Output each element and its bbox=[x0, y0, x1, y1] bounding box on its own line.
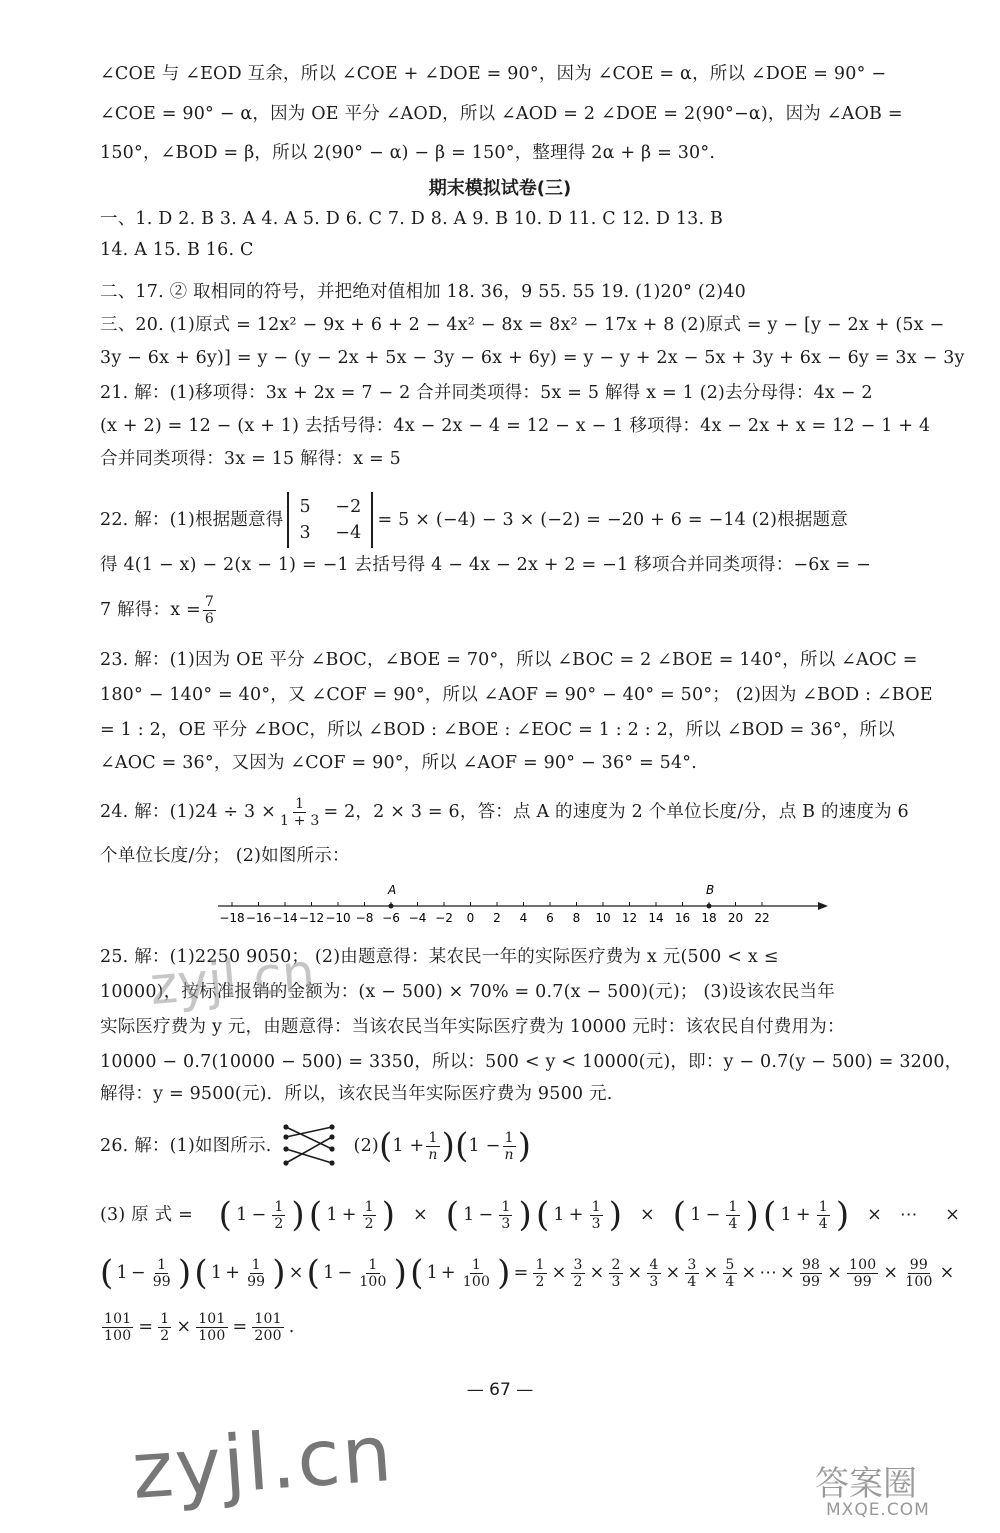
operator: × bbox=[665, 1263, 681, 1283]
numerator: 99 bbox=[909, 1256, 929, 1273]
numerator: 1 bbox=[818, 1198, 828, 1215]
numerator: 1 bbox=[157, 1256, 167, 1273]
tick-label: 10 bbox=[595, 911, 611, 925]
section-title: 期末模拟试卷(三) bbox=[428, 178, 572, 199]
term: 1 bbox=[690, 1205, 702, 1225]
answer-line: 一、1. D 2. B 3. A 4. A 5. D 6. C 7. D 8. A 9. B 10. D 11. C 12. D 13. B bbox=[100, 209, 724, 229]
denominator: 2 bbox=[274, 1215, 284, 1232]
answer-line: ∠AOC = 36°，又因为 ∠COF = 90°，所以 ∠AOF = 90° − 36° = 54°. bbox=[100, 753, 697, 773]
denominator: 1 + 3 bbox=[280, 812, 320, 829]
answer-line: 个单位长度/分； (2)如图所示： bbox=[100, 846, 350, 866]
answer-line: 得 4(1 − x) − 2(x − 1) = −1 去括号得 4 − 4x − 2x + 2 = −1 移项合并同类项得：−6x = − bbox=[100, 555, 871, 575]
denominator: 100 bbox=[905, 1273, 933, 1290]
operator: × bbox=[176, 1317, 192, 1337]
fraction bbox=[800, 1257, 822, 1290]
numerator: 98 bbox=[801, 1256, 821, 1273]
denominator: 6 bbox=[204, 610, 215, 627]
fraction bbox=[685, 1257, 698, 1290]
tick-label: 8 bbox=[572, 911, 581, 925]
operator: + bbox=[341, 1205, 357, 1225]
fraction bbox=[357, 1257, 388, 1290]
fraction bbox=[203, 594, 216, 627]
numerator: 1 bbox=[274, 1198, 284, 1215]
cross-lines-figure bbox=[278, 1121, 340, 1171]
numerator: 2 bbox=[611, 1256, 621, 1273]
numerator: 101 bbox=[104, 1310, 132, 1327]
numerator: 1 bbox=[428, 1129, 438, 1146]
fraction bbox=[461, 1257, 492, 1290]
answer-line bbox=[100, 790, 960, 834]
det-cell: 5 bbox=[299, 497, 311, 517]
operator: = bbox=[138, 1317, 154, 1337]
answer-line: 26. 解：(1)如图所示. (2) ( 1 + $\frac{1}{n}$ ) ( 1 − $\frac{1}{n}$ ) bbox=[100, 1118, 960, 1174]
fraction bbox=[847, 1257, 878, 1290]
tick-label: −8 bbox=[355, 911, 374, 925]
denominator: 2 bbox=[573, 1273, 583, 1290]
tick-label: −6 bbox=[382, 911, 400, 925]
denominator: 99 bbox=[247, 1273, 266, 1290]
fraction bbox=[817, 1199, 830, 1232]
denominator: 100 bbox=[104, 1327, 132, 1344]
denominator: 100 bbox=[462, 1273, 491, 1290]
numerator: 1 bbox=[251, 1256, 261, 1273]
operator: × bbox=[288, 1263, 304, 1283]
answer-line: 10000 − 0.7(10000 − 500) = 3350，所以：500 < y < 10000(元)，即：y − 0.7(y − 500) = 3200， bbox=[100, 1052, 963, 1072]
denominator: 3 bbox=[649, 1273, 659, 1290]
denominator: 100 bbox=[359, 1273, 387, 1290]
fraction bbox=[272, 1199, 285, 1232]
fraction bbox=[102, 1311, 133, 1344]
answer-line: 14. A 15. B 16. C bbox=[100, 240, 254, 260]
fraction bbox=[726, 1199, 739, 1232]
operator: × bbox=[827, 1263, 843, 1283]
text-line: ∠COE 与 ∠EOD 互余，所以 ∠COE + ∠DOE = 90°，因为 ∠COE = α，所以 ∠DOE = 90° − bbox=[100, 64, 887, 84]
term: 1 bbox=[553, 1205, 565, 1225]
operator: × bbox=[551, 1263, 567, 1283]
tick-label: −14 bbox=[272, 911, 298, 925]
q26-text-b: (2) bbox=[353, 1136, 379, 1156]
operator: × bbox=[412, 1205, 428, 1225]
operator: − bbox=[478, 1205, 494, 1225]
watermark-logo: MXQE.COM bbox=[826, 1500, 930, 1520]
point-a-dot bbox=[389, 904, 394, 909]
answer-line: (3) 原 式 = ( 1 − $\frac{1}{2}$ ) ( 1 + $\frac{1}{2}$ ) × ( 1 − $\frac{1}{3}$ ) ( 1 + $\frac{1}{3}$ ) × ( 1 − $\frac{1}{4}$ ) ( 1 + $\frac{1}{4}$ ) × ⋯ × bbox=[100, 1195, 961, 1235]
ellipsis: ⋯ bbox=[899, 1205, 918, 1225]
term: 1 bbox=[426, 1263, 438, 1283]
tick-label: −4 bbox=[408, 911, 427, 925]
numerator: 3 bbox=[687, 1256, 697, 1273]
answer-line: 解得：y = 9500(元)．所以，该农民当年实际医疗费为 9500 元. bbox=[100, 1084, 613, 1104]
fraction bbox=[499, 1199, 512, 1232]
term: 1 bbox=[210, 1263, 223, 1283]
answer-line bbox=[100, 588, 960, 632]
numerator: 101 bbox=[198, 1310, 226, 1327]
operator: = bbox=[513, 1263, 529, 1283]
answer-line: 10000)，按标准报销的金额为：(x − 500) × 70% = 0.7(x − 500)(元)； (3)设该农民当年 bbox=[100, 982, 835, 1002]
operator: × bbox=[939, 1263, 955, 1283]
determinant bbox=[287, 492, 373, 548]
term: 1 bbox=[780, 1205, 792, 1225]
tick-label: −12 bbox=[298, 911, 325, 925]
denominator: 99 bbox=[853, 1273, 872, 1290]
fraction bbox=[533, 1257, 546, 1290]
denominator: 2 bbox=[535, 1273, 545, 1290]
answer-line: ( 1 − $\frac{1}{99}$ ) ( 1 + $\frac{1}{99}$ ) × ( 1 − $\frac{1}{100}$ ) ( 1 + $\frac{1}{100}$ ) = $\frac{1}{2}$ × $\frac{3}{2}$ × $\frac{2}{3}$ × $\frac{4}{3}$ × $\frac{3}{4}$ × $\frac{5}{4}$ × ⋯ × $\frac{98}{99}$ × $\frac{100}{99}$ × $\frac{99}{100}$ × bbox=[100, 1253, 955, 1293]
numerator: 1 bbox=[535, 1256, 545, 1273]
numerator: 1 bbox=[295, 795, 305, 812]
page-number: — 67 — bbox=[466, 1380, 534, 1400]
answer-line: 二、17. ② 取相同的符号，并把绝对值相加 18. 36，9 55. 55 19. (1)20° (2)40 bbox=[100, 282, 746, 302]
fraction bbox=[196, 1311, 227, 1344]
q26-text-a: 26. 解：(1)如图所示. bbox=[100, 1136, 272, 1156]
answer-line: 180° − 140° = 40°，又 ∠COF = 90°，所以 ∠AOF = 90° − 40° = 50°； (2)因为 ∠BOD : ∠BOE bbox=[100, 685, 933, 705]
operator: + bbox=[409, 1136, 425, 1156]
watermark-logo: zyjl.cn bbox=[147, 942, 318, 1018]
operator: − bbox=[130, 1263, 146, 1283]
det-cell: 3 bbox=[299, 523, 311, 543]
denominator: n bbox=[504, 1146, 514, 1163]
answer-line: 合并同类项得：3x = 15 解得：x = 5 bbox=[100, 449, 402, 469]
denominator: 4 bbox=[818, 1215, 828, 1232]
answer-line: 三、20. (1)原式 = 12x² − 9x + 6 + 2 − 4x² − 8x = 8x² − 17x + 8 (2)原式 = y − [y − 2x + (5x − bbox=[100, 315, 945, 335]
fraction bbox=[278, 796, 321, 829]
fraction bbox=[903, 1257, 934, 1290]
term: 1 bbox=[326, 1205, 338, 1225]
denominator: 2 bbox=[160, 1327, 170, 1344]
operator: + bbox=[225, 1263, 241, 1283]
tick-label: −10 bbox=[325, 911, 351, 925]
numerator: 1 bbox=[728, 1198, 738, 1215]
denominator: n bbox=[428, 1146, 438, 1163]
answer-line: = 1 : 2，OE 平分 ∠BOC，所以 ∠BOD : ∠BOE : ∠EOC = 1 : 2 : 2，所以 ∠BOD = 36°，所以 bbox=[100, 720, 895, 740]
point-b-dot bbox=[707, 904, 712, 909]
fraction bbox=[723, 1257, 736, 1290]
operator: + bbox=[440, 1263, 456, 1283]
numerator: 1 bbox=[160, 1310, 170, 1327]
text-line: ∠COE = 90° − α，因为 OE 平分 ∠AOD，所以 ∠AOD = 2 ∠DOE = 2(90°−α)，因为 ∠AOB = bbox=[100, 104, 903, 124]
operator: = bbox=[232, 1317, 248, 1337]
denominator: 100 bbox=[198, 1327, 226, 1344]
q22-text-a: 22. 解：(1)根据题意得 bbox=[100, 510, 284, 530]
answer-line: 25. 解：(1)2250 9050； (2)由题意得：某农民一年的实际医疗费为 x 元(500 < x ≤ bbox=[100, 947, 779, 967]
q26-part3-label: (3) 原 式 = bbox=[100, 1205, 193, 1225]
numerator: 101 bbox=[254, 1310, 282, 1327]
denominator: 3 bbox=[501, 1215, 511, 1232]
tick-label: 16 bbox=[674, 911, 691, 925]
denominator: 3 bbox=[611, 1273, 621, 1290]
operator: − bbox=[337, 1263, 353, 1283]
term: 1 bbox=[116, 1263, 128, 1283]
fraction bbox=[363, 1199, 376, 1232]
denominator: 3 bbox=[591, 1215, 601, 1232]
numerator: 1 bbox=[501, 1198, 511, 1215]
watermark-logo: zyjl.cn bbox=[129, 1408, 397, 1518]
operator: × bbox=[867, 1205, 882, 1225]
det-cell: −4 bbox=[335, 523, 362, 543]
answer-line: 21. 解：(1)移项得：3x + 2x = 7 − 2 合并同类项得：5x = 5 解得 x = 1 (2)去分母得：4x − 2 bbox=[100, 383, 873, 403]
term: 1 bbox=[323, 1263, 335, 1283]
denominator: 200 bbox=[254, 1327, 282, 1344]
numerator: 1 bbox=[364, 1198, 374, 1215]
arrow-icon bbox=[818, 902, 828, 910]
numerator: 7 bbox=[204, 593, 215, 610]
q24-text-b: = 2，2 × 3 = 6，答：点 A 的速度为 2 个单位长度/分，点 B 的速度为 6 bbox=[323, 802, 909, 822]
denominator: 4 bbox=[687, 1273, 697, 1290]
denominator: 99 bbox=[801, 1273, 821, 1290]
numerator: 1 bbox=[471, 1256, 482, 1273]
fraction bbox=[426, 1130, 439, 1163]
answer-line: $\frac{101}{100}$ = $\frac{1}{2}$ × $\frac{101}{100}$ = $\frac{101}{200}$ . bbox=[104, 1310, 295, 1344]
point-b-label: B bbox=[706, 883, 715, 897]
answer-line bbox=[100, 490, 960, 550]
fraction bbox=[252, 1311, 283, 1344]
operator: × bbox=[945, 1205, 961, 1225]
term: 1 bbox=[468, 1136, 480, 1156]
answer-line: (x + 2) = 12 − (x + 1) 去括号得：4x − 2x − 4 = 12 − x − 1 移项得：4x − 2x + x = 12 − 1 + 4 bbox=[100, 416, 931, 436]
number-line bbox=[210, 876, 830, 926]
fraction bbox=[571, 1257, 584, 1290]
watermark-logo: 答案圈 bbox=[815, 1464, 917, 1504]
numerator: 4 bbox=[649, 1256, 659, 1273]
term: 1 bbox=[463, 1205, 475, 1225]
numerator: 1 bbox=[504, 1129, 514, 1146]
tick-label: 0 bbox=[466, 911, 475, 925]
fraction bbox=[590, 1199, 603, 1232]
operator: × bbox=[741, 1263, 757, 1283]
numerator: 3 bbox=[573, 1256, 583, 1273]
denominator: 2 bbox=[364, 1215, 374, 1232]
operator: × bbox=[780, 1263, 795, 1283]
operator: + bbox=[795, 1205, 811, 1225]
q24-text-a: 24. 解：(1)24 ÷ 3 × bbox=[100, 802, 276, 822]
q22-text-d: 7 解得：x = bbox=[100, 600, 201, 620]
term: 1 bbox=[236, 1205, 248, 1225]
denominator: 4 bbox=[728, 1215, 738, 1232]
operator: × bbox=[703, 1263, 719, 1283]
answer-line: 3y − 6x + 6y)] = y − (y − 2x + 5x − 3y − 6x + 6y) = y − y + 2x − 5x + 3y + 6x − 6y = 3x − 3y bbox=[100, 348, 965, 368]
tick-label: 12 bbox=[621, 911, 638, 925]
tick-label: 6 bbox=[546, 911, 554, 925]
fraction bbox=[245, 1257, 267, 1290]
tick-label: 22 bbox=[754, 911, 770, 925]
operator: × bbox=[640, 1205, 655, 1225]
operator: + bbox=[568, 1205, 584, 1225]
ellipsis: ⋯ bbox=[759, 1263, 778, 1283]
det-cell: −2 bbox=[335, 497, 362, 517]
numerator: 1 bbox=[591, 1198, 601, 1215]
tick-label: −2 bbox=[435, 911, 453, 925]
tick-label: 14 bbox=[648, 911, 664, 925]
tick-label: 4 bbox=[519, 911, 528, 925]
fraction bbox=[151, 1257, 173, 1290]
operator: − bbox=[485, 1136, 501, 1156]
point-a-label: A bbox=[388, 883, 397, 897]
operator: × bbox=[627, 1263, 643, 1283]
numerator: 1 bbox=[368, 1256, 378, 1273]
operator: − bbox=[705, 1205, 721, 1225]
tick-label: 18 bbox=[701, 911, 717, 925]
tick-label: −16 bbox=[245, 911, 272, 925]
fraction bbox=[158, 1311, 171, 1344]
operator: × bbox=[589, 1263, 605, 1283]
numerator: 100 bbox=[849, 1256, 877, 1273]
answer-line: 23. 解：(1)因为 OE 平分 ∠BOC，∠BOE = 70°，所以 ∠BOC = 2 ∠BOE = 140°，所以 ∠AOC = bbox=[100, 650, 918, 670]
tick-label: 20 bbox=[727, 911, 744, 925]
tick-label: −18 bbox=[219, 911, 245, 925]
fraction bbox=[647, 1257, 660, 1290]
operator: × bbox=[883, 1263, 899, 1283]
denominator: 4 bbox=[725, 1273, 735, 1290]
tick-label: 2 bbox=[493, 911, 501, 925]
denominator: 99 bbox=[152, 1273, 171, 1290]
numerator: 5 bbox=[725, 1256, 735, 1273]
term: 1 bbox=[392, 1136, 404, 1156]
answer-line: 实际医疗费为 y 元，由题意得：当该农民当年实际医疗费为 10000 元时：该农民自付费用为： bbox=[100, 1017, 845, 1037]
operator: − bbox=[251, 1205, 267, 1225]
q22-text-b: = 5 × (−4) − 3 × (−2) = −20 + 6 = −14 (2)根据题意 bbox=[377, 510, 848, 530]
text-line: 150°，∠BOD = β，所以 2(90° − α) − β = 150°，整理得 2α + β = 30°. bbox=[100, 143, 716, 163]
fraction bbox=[503, 1130, 516, 1163]
fraction bbox=[609, 1257, 622, 1290]
